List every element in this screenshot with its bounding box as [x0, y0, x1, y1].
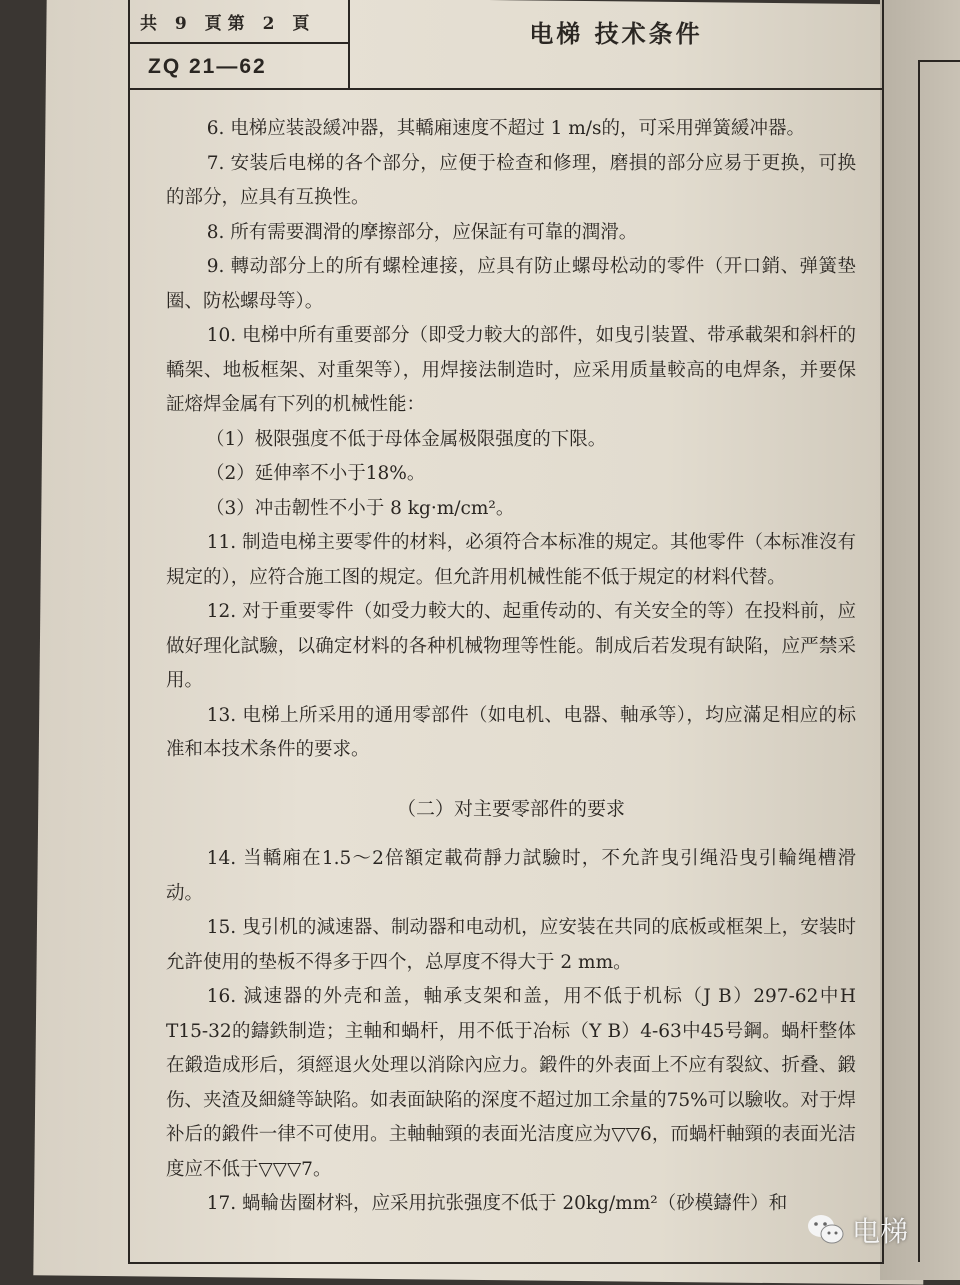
clause-13: 13. 电梯上所采用的通用零部件（如电机、电器、軸承等），均应滿足相应的标准和本技术条件的要求。 — [166, 704, 856, 760]
document-body — [166, 112, 856, 1222]
document-frame — [128, 0, 884, 1264]
clause-16: 16. 減速器的外壳和盖，軸承支架和盖，用不低于机标（J B）297-62中H T15-32的鑄鉄制造；主軸和蝸杆，用不低于冶标（Y B）4-63中45号鋼。蝸杆整体在鍛造成形后，須經退火处理以消除內应力。鍛件的外表面上不应有裂紋、折叠、鍛伤、夹渣及細縫等缺陷。如表面缺陷的深度不超过加工余量的75%可以驗收。对于焊补后的鍛件一律不可使用。主軸軸頸的表面光洁度应为▽▽6，而蝸杆軸頸的表面光洁度应不低于▽▽▽7。 — [166, 986, 856, 1180]
header-left-cell — [130, 0, 350, 88]
clause-8: 8. 所有需要潤滑的摩擦部分，应保証有可靠的潤滑。 — [206, 221, 638, 243]
clause-11: 11. 制造电梯主要零件的材料，必須符合本标准的規定。其他零件（本标准沒有規定的），应符合施工图的規定。但允許用机械性能不低于規定的材料代替。 — [166, 532, 856, 588]
clause-12: 12. 对于重要零件（如受力較大的、起重传动的、有关安全的等）在投料前，应做好理化試驗，以确定材料的各种机械物理等性能。制成后若发現有缺陷，应严禁采用。 — [166, 601, 856, 691]
doc-code: ZQ 21—62 — [148, 55, 267, 78]
clause-14: 14. 当轎廂在1.5～2倍額定載荷靜力試驗时，不允許曳引绳沿曳引輪绳槽滑动。 — [166, 848, 856, 904]
clause-6: 6. 电梯应装設緩冲器，其轎廂速度不超过 1 m/s的，可采用弹簧緩冲器。 — [206, 118, 806, 139]
adjacent-page-frame — [918, 60, 960, 1262]
page-info: 共 9 頁第 2 頁 — [130, 0, 348, 44]
wechat-icon — [806, 1213, 846, 1247]
clause-15: 15. 曳引机的減速器、制动器和电动机，应安装在共同的底板或框架上，安装时允許使用的垫板不得多于四个，总厚度不得大于 2 mm。 — [166, 917, 856, 973]
watermark-text: 电梯 — [852, 1215, 909, 1248]
clause-7: 7. 安装后电梯的各个部分，应便于检查和修理，磨損的部分应易于更换，可换的部分，应具有互换性。 — [166, 152, 856, 208]
document-title: 电梯 技术条件 — [529, 19, 703, 48]
sub-item-1: （1）极限强度不低于母体金属极限强度的下限。 — [206, 428, 607, 450]
clause-17: 17. 蝸輪齿圈材料，应采用抗张强度不低于 20kg/mm²（砂模鑄件）和 — [206, 1193, 788, 1214]
clause-9: 9. 轉动部分上的所有螺栓連接，应具有防止螺母松动的零件（开口銷、弹簧垫圈、防松螺母等）。 — [166, 256, 856, 312]
sub-item-2: （2）延伸率不小于18%。 — [206, 463, 426, 484]
clause-10: 10. 电梯中所有重要部分（即受力較大的部件，如曳引装置、带承載架和斜杆的轎架、地板框架、对重架等），用焊接法制造时，应采用质量較高的电焊条，并要保証熔焊金属有下列的机械性能： — [166, 325, 856, 415]
watermark — [806, 1210, 908, 1250]
sub-item-3: （3）冲击韌性不小于 8 kg·m/cm²。 — [206, 497, 515, 519]
section-title: （二）对主要零部件的要求 — [396, 797, 625, 820]
document-header — [130, 0, 882, 90]
